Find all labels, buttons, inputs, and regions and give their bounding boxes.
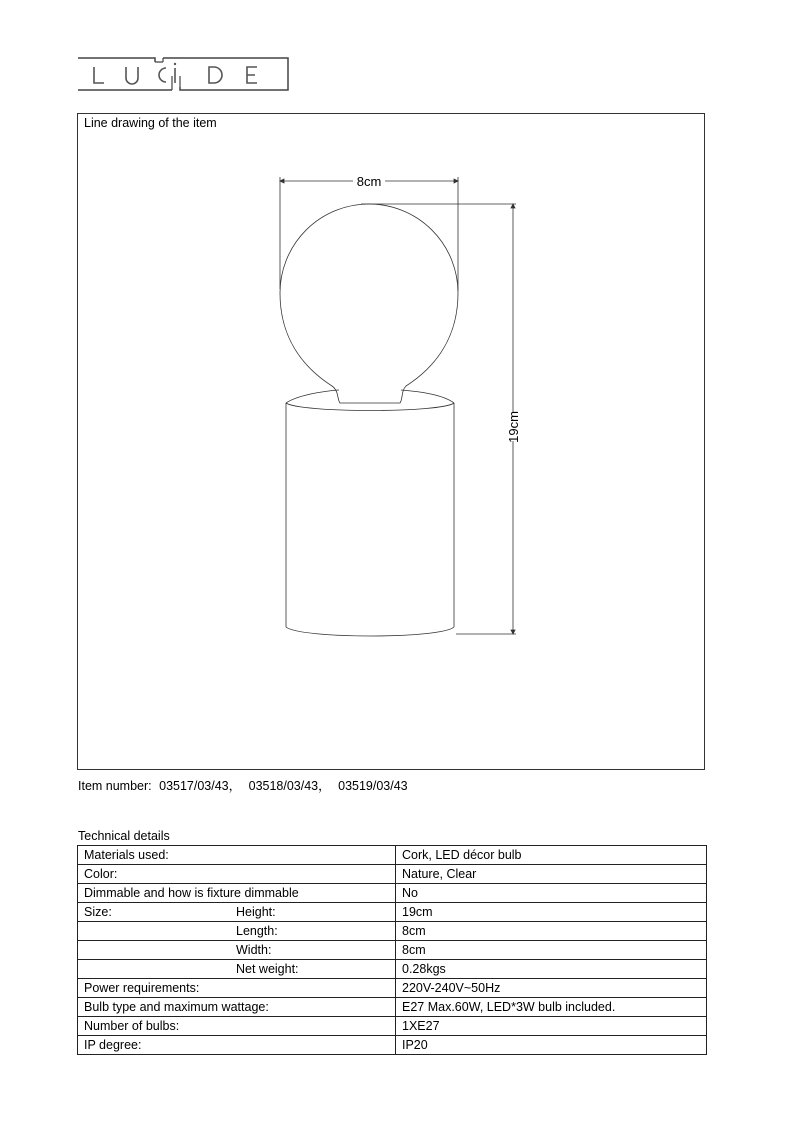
table-row	[78, 998, 707, 1017]
spec-value: E27 Max.60W, LED*3W bulb included.	[396, 998, 707, 1017]
spec-label: Power requirements:	[84, 980, 200, 995]
item-number-value: 03519/03/43	[338, 779, 408, 793]
spec-label-cell	[78, 903, 396, 922]
height-dimension-label: 19cm	[506, 411, 521, 443]
spec-label-cell	[78, 1036, 396, 1055]
spec-label-cell	[78, 922, 396, 941]
spec-value: IP20	[396, 1036, 707, 1055]
spec-value: 8cm	[396, 922, 707, 941]
table-row	[78, 960, 707, 979]
spec-sublabel: Height:	[236, 904, 276, 919]
table-row	[78, 922, 707, 941]
spec-label: Dimmable and how is fixture dimmable	[84, 885, 299, 900]
spec-sublabel: Width:	[236, 942, 272, 957]
spec-label-cell	[78, 960, 396, 979]
spec-value: Cork, LED décor bulb	[396, 846, 707, 865]
line-drawing-panel	[77, 113, 705, 770]
table-row	[78, 941, 707, 960]
spec-sublabel: Net weight:	[236, 961, 299, 976]
spec-value: 1XE27	[396, 1017, 707, 1036]
table-row	[78, 1017, 707, 1036]
spec-value: 8cm	[396, 941, 707, 960]
lamp-line-drawing	[78, 114, 706, 771]
table-row	[78, 903, 707, 922]
technical-details-title: Technical details	[78, 829, 170, 843]
spec-label: Materials used:	[84, 847, 169, 862]
spec-value: 0.28kgs	[396, 960, 707, 979]
spec-label: Size:	[84, 904, 112, 919]
table-row	[78, 846, 707, 865]
spec-label-cell	[78, 998, 396, 1017]
spec-label: Bulb type and maximum wattage:	[84, 999, 269, 1014]
spec-value: 220V-240V~50Hz	[396, 979, 707, 998]
spec-value: Nature, Clear	[396, 865, 707, 884]
item-number-value: 03518/03/43，	[248, 779, 331, 793]
spec-sublabel: Length:	[236, 923, 278, 938]
drawing-title: Line drawing of the item	[84, 116, 217, 130]
spec-label: Color:	[84, 866, 118, 881]
table-row	[78, 979, 707, 998]
spec-label-cell	[78, 846, 396, 865]
spec-label-cell	[78, 865, 396, 884]
spec-value: 19cm	[396, 903, 707, 922]
table-row	[78, 865, 707, 884]
spec-label-cell	[78, 941, 396, 960]
spec-label-cell	[78, 884, 396, 903]
item-number-value: 03517/03/43，	[159, 779, 242, 793]
width-dimension-label: 8cm	[356, 174, 382, 189]
spec-label: Number of bulbs:	[84, 1018, 180, 1033]
table-row	[78, 1036, 707, 1055]
lucide-logo	[77, 57, 289, 91]
item-number-label: Item number:	[78, 779, 152, 793]
spec-label: IP degree:	[84, 1037, 142, 1052]
spec-label-cell	[78, 1017, 396, 1036]
technical-details-table	[77, 845, 707, 1055]
table-row	[78, 884, 707, 903]
spec-label-cell	[78, 979, 396, 998]
item-number	[78, 776, 412, 794]
spec-value: No	[396, 884, 707, 903]
